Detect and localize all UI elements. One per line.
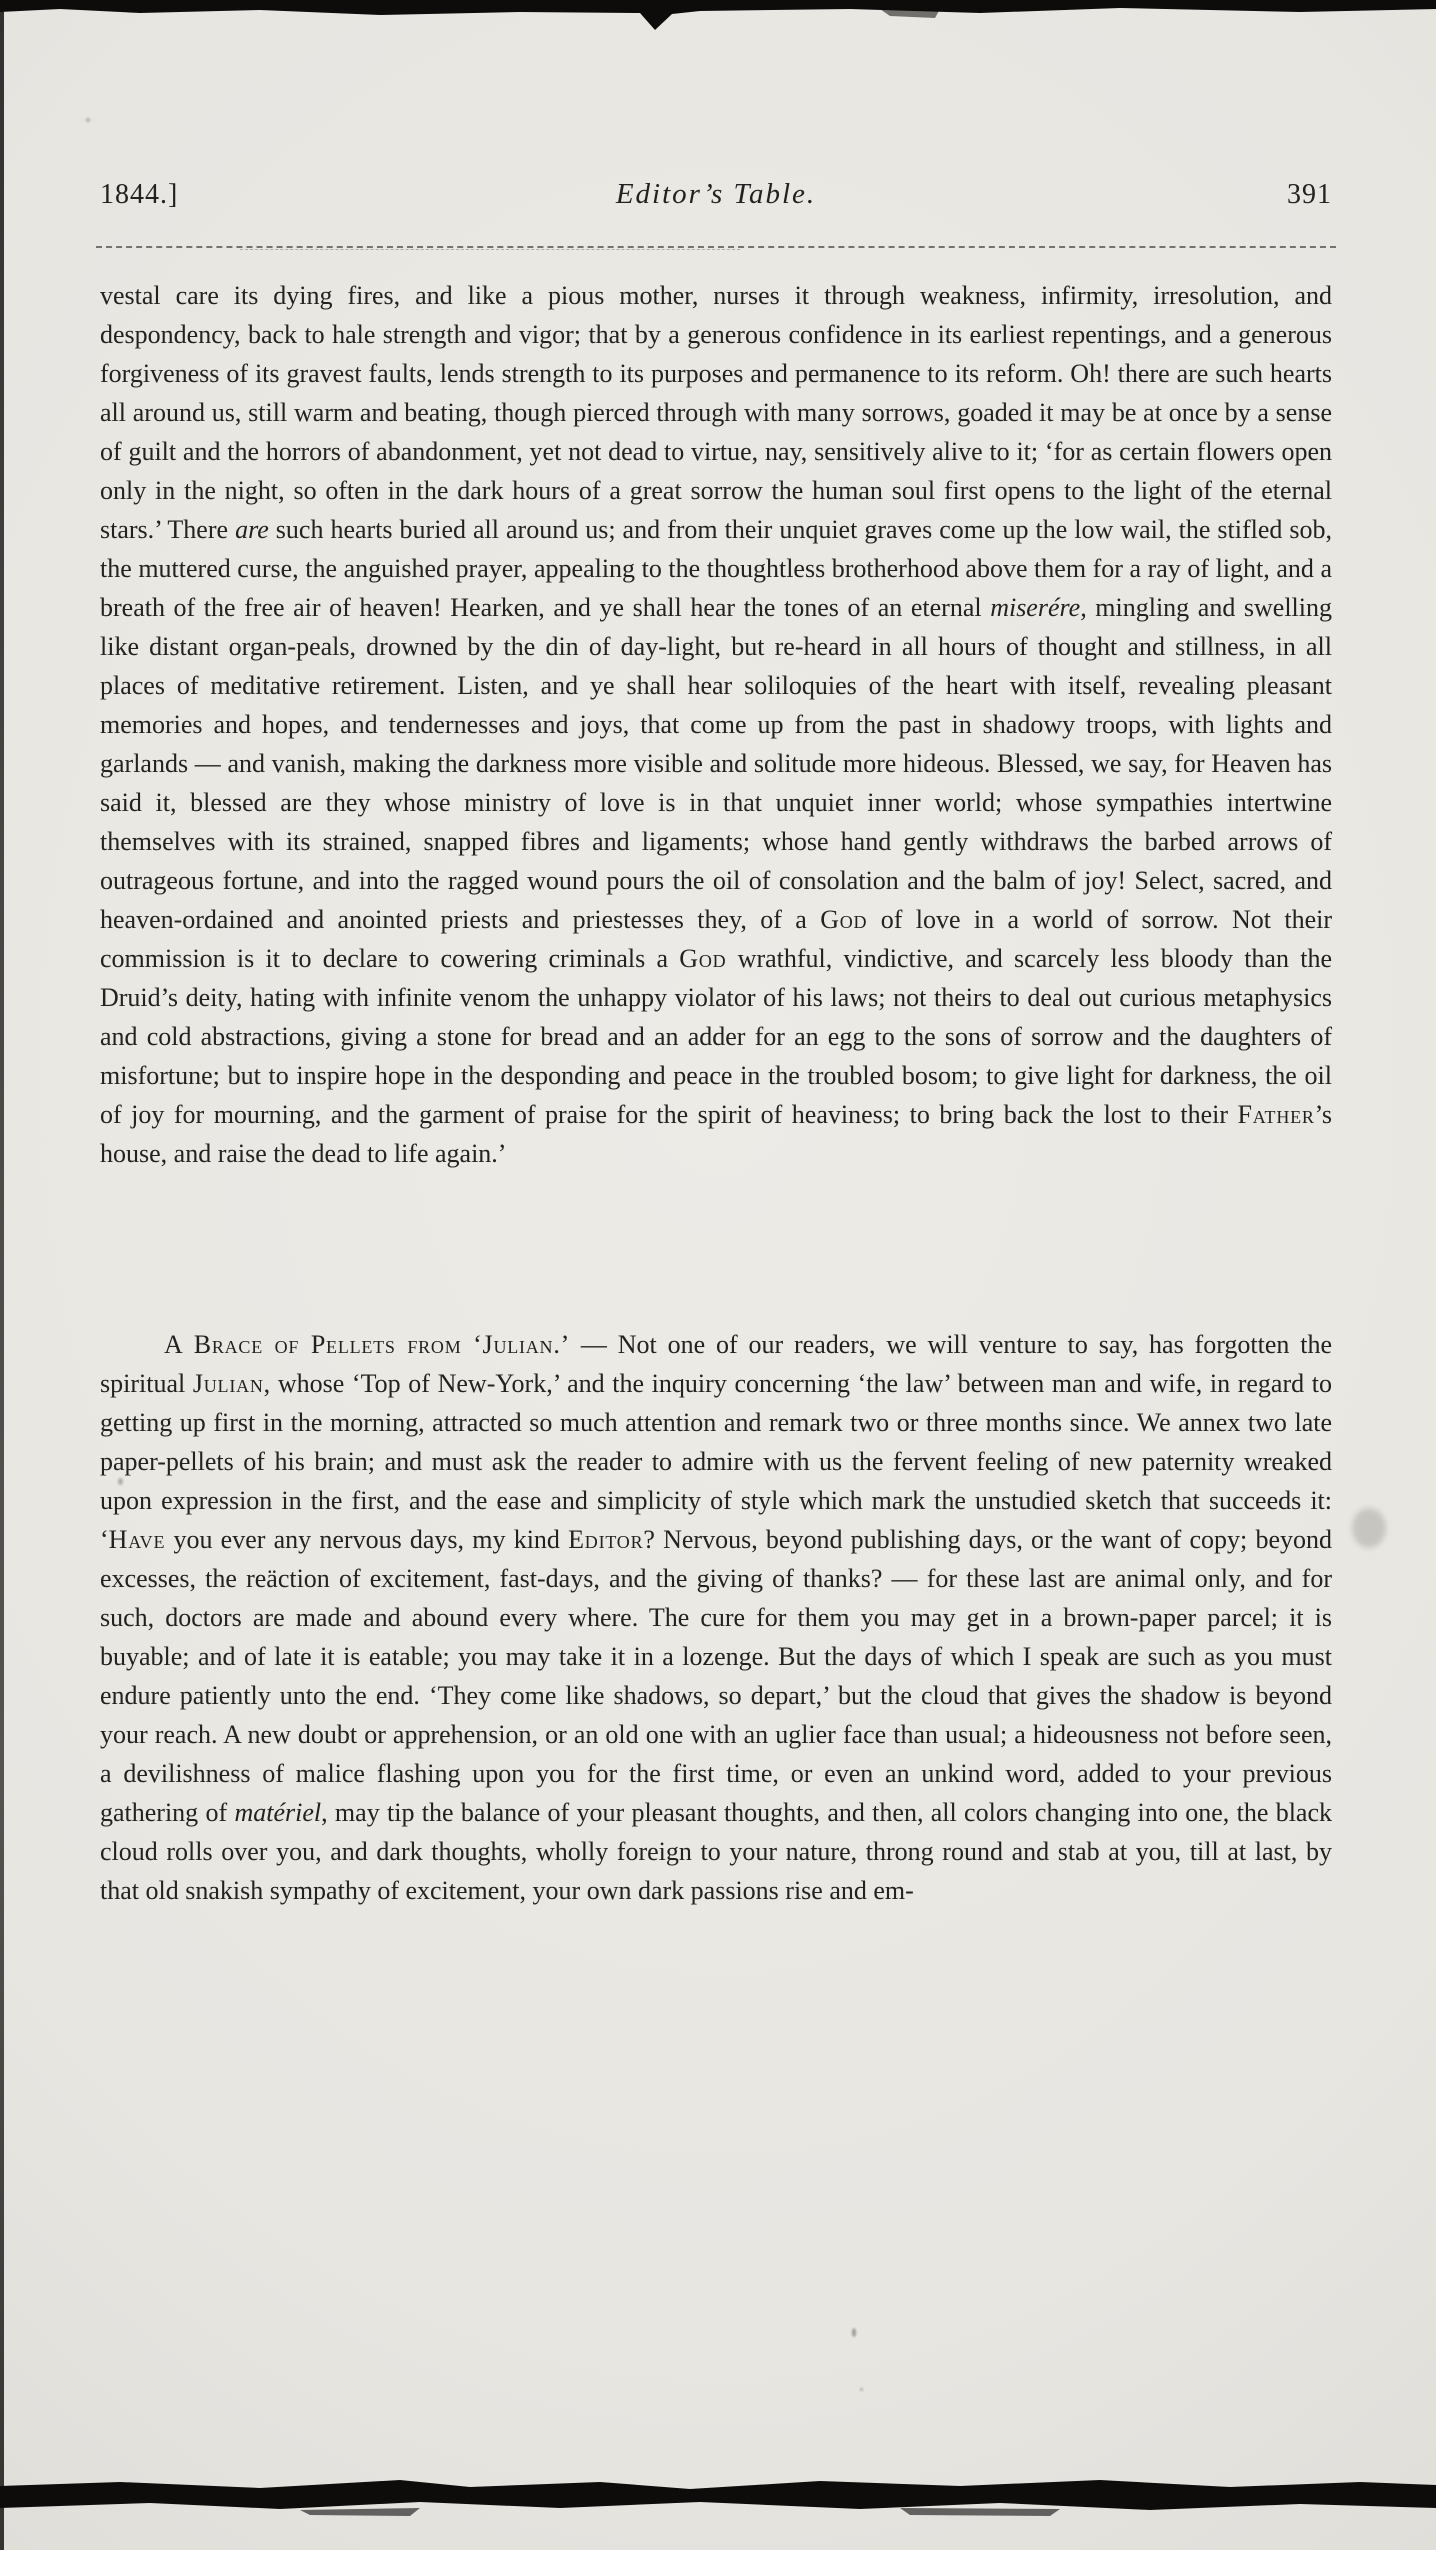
header-rule bbox=[96, 246, 1336, 248]
scan-speck bbox=[852, 2328, 856, 2337]
paragraph-continuation: vestal care its dying fires, and like a pious mother, nurses it through weakness, infirmity, irresolution, and despondency, back to hale strength and vigor; that by a generous confidence in its earliest repentings, and a generous forgiveness of its gravest faults, lends strength to its purposes and permanence to its reform. Oh! there are such hearts all around us, still warm and beating, though pierced through with many sorrows, goaded it may be at once by a sense of guilt and the horrors of abandonment, yet not dead to virtue, nay, sensitively alive to it; ‘for as certain flowers open only in the night, so often in the dark hours of a great sorrow the human soul first opens to the light of the eternal stars.’ There are such hearts buried all around us; and from their unquiet graves come up the low wail, the stifled sob, the muttered curse, the anguished prayer, appealing to the thoughtless brotherhood above them for a ray of light, and a breath of the free air of heaven! Hearken, and ye shall hear the tones of an eternal miserére, mingling and swelling like distant organ-peals, drowned by the din of day-light, but re-heard in all hours of thought and stillness, in all places of meditative retirement. Listen, and ye shall hear soliloquies of the heart with itself, revealing pleasant memories and hopes, and tendernesses and joys, that come up from the past in shadowy troops, with lights and garlands — and vanish, making the darkness more visible and solitude more hideous. Blessed, we say, for Heaven has said it, blessed are they whose ministry of love is in that unquiet inner world; whose sympathies intertwine themselves with its strained, snapped fibres and ligaments; whose hand gently withdraws the barbed arrows of outrageous fortune, and into the ragged wound pours the oil of consolation and the balm of joy! Select, sacred, and heaven-ordained and anointed priests and priestesses they, of a God of love in a world of sorrow. Not their commission is it to declare to cowering criminals a God wrathful, vindictive, and scarcely less bloody than the Druid’s deity, hating with infinite venom the unhappy violator of his laws; not theirs to deal out curious metaphysics and cold abstractions, giving a stone for bread and an adder for an egg to the sons of sorrow and the daughters of misfortune; but to inspire hope in the desponding and peace in the troubled bosom; to give light for darkness, the oil of joy for mourning, and the garment of praise for the spirit of heaviness; to bring back the lost to their Father’s house, and raise the dead to life again.’ bbox=[100, 281, 1333, 1168]
header-page-number: 391 bbox=[1287, 179, 1332, 210]
scan-speck bbox=[86, 118, 90, 122]
scan-speck bbox=[860, 2388, 863, 2391]
header-year: 1844.] bbox=[100, 179, 179, 210]
scan-smudge bbox=[1352, 1508, 1386, 1548]
header-title: Editor’s Table. bbox=[615, 178, 817, 210]
paragraph-brace-of-pellets: A Brace of Pellets from ‘Julian.’ — Not one of our readers, we will venture to say, has forgotten the spiritual Julian, whose ‘Top of New-York,’ and the inquiry concerning ‘the law’ between man and wife, in regard to getting up first in the morning, attracted so much attention and remark two or three months since. We annex two late paper-pellets of his brain; and must ask the reader to admire with us the fervent feeling of new paternity wreaked upon expression in the first, and the ease and simplicity of style which mark the unstudied sketch that succeeds it: ‘Have you ever any nervous days, my kind Editor? Nervous, beyond publishing days, or the want of copy; beyond excesses, the reäction of excitement, fast-days, and the giving of thanks? — for these last are animal only, and for such, doctors are made and abound every where. The cure for them you may get in a brown-paper parcel; it is buyable; and of late it is eatable; you may take it in a lozenge. But the days of which I speak are such as you must endure patiently unto the end. ‘They come like shadows, so depart,’ but the cloud that gives the shadow is beyond your reach. A new doubt or apprehension, or an old one with an uglier face than usual; a hideousness not before seen, a devilishness of malice flashing upon you for the first time, or even an unkind word, added to your previous gathering of matériel, may tip the balance of your pleasant thoughts, and then, all colors changing into one, the black cloud rolls over you, and dark thoughts, wholly foreign to your nature, throng round and stab at you, till at last, by that old snakish sympathy of excitement, your own dark passions rise and em- bbox=[100, 1330, 1332, 1905]
page-header bbox=[100, 178, 1332, 211]
header-rule-secondary bbox=[240, 249, 740, 250]
scan-edge-bottom bbox=[0, 2472, 1436, 2518]
scan-edge-left bbox=[0, 0, 4, 2550]
scan-edge-top bbox=[0, 0, 1436, 40]
article-body bbox=[100, 276, 1332, 1910]
